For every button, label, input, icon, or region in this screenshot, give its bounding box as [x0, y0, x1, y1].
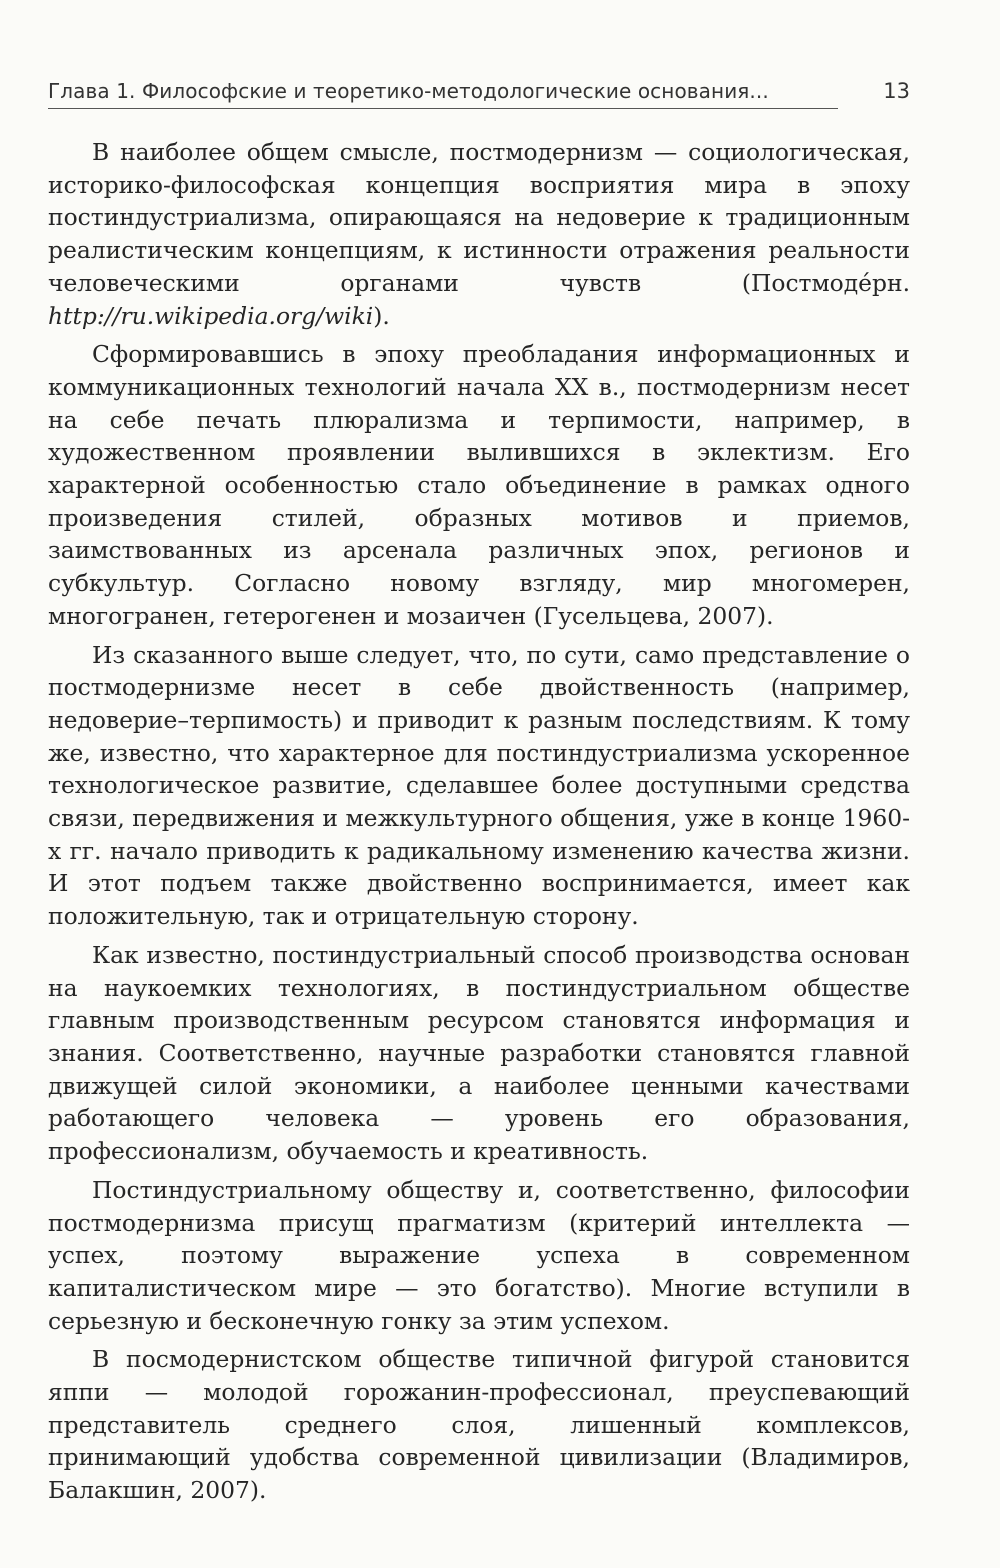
paragraph-4: Как известно, постиндустриальный способ производства основан на наукоемких технологиях, в постиндустриальном обществе главным производственным ресурсом становятся информация и знания. Соответственно, научные разработки становятся главной движущей силой экономики, а наиболее ценными качествами работающего человека — уровень его образования, профессионализм, обучаемость и креативность.: [48, 940, 910, 1166]
paragraph-1-tail: ).: [373, 301, 390, 330]
page-header: [48, 75, 910, 111]
wikipedia-link[interactable]: http://ru.wikipedia.org/wiki: [48, 301, 374, 330]
body-text: [48, 136, 910, 1507]
page-number: 13: [883, 79, 910, 103]
paragraph-5: Постиндустриальному обществу и, соответственно, философии постмодернизма присущ прагматизм (критерий интеллекта — успех, поэтому выражение успеха в современном капиталистическом мире — это богатство). Многие вступили в серьезную и бесконечную гонку за этим успехом.: [48, 1175, 910, 1335]
running-title: Глава 1. Философские и теоретико-методологические основания...: [48, 79, 769, 103]
paragraph-2: Сформировавшись в эпоху преобладания информационных и коммуникационных технологий начала XX в., постмодернизм несет на себе печать плюрализма и терпимости, например, в художественном проявлении вылившихся в эклектизм. Его характерной особенностью стало объединение в рамках одного произведения стилей, образных мотивов и приемов, заимствованных из арсенала различных эпох, регионов и субкультур. Согласно новому взгляду, мир многомерен, многогранен, гетерогенен и мозаичен (Гусельцева, 2007).: [48, 340, 910, 630]
paragraph-3: Из сказанного выше следует, что, по сути, само представление о постмодернизме несет в себе двойственность (например, недоверие–терпимость) и приводит к разным последствиям. К тому же, известно, что характерное для постиндустриализма ускоренное технологическое развитие, сделавшее более доступными средства связи, передвижения и межкультурного общения, уже в конце 1960-х гг. начало приводить к радикальному изменению качества жизни. И этот подъем также двойственно воспринимается, имеет как положительную, так и отрицательную сторону.: [48, 640, 910, 931]
paragraph-6: В посмодернистском обществе типичной фигурой становится яппи — молодой горожанин-профессионал, преуспевающий представитель среднего слоя, лишенный комплексов, принимающий удобства современной цивилизации (Владимиров, Балакшин, 2007).: [48, 1345, 910, 1505]
header-rule: [48, 108, 838, 109]
paragraph-1-text: В наиболее общем смысле, постмодернизм — социологическая, историко-философская концепция восприятия мира в эпоху постиндустриализма, опирающаяся на недоверие к традиционным реалистическим концепциям, к истинности отражения реальности человеческими органами чувств (Постмодéрн.: [48, 138, 910, 297]
paragraph-1: [48, 136, 910, 332]
